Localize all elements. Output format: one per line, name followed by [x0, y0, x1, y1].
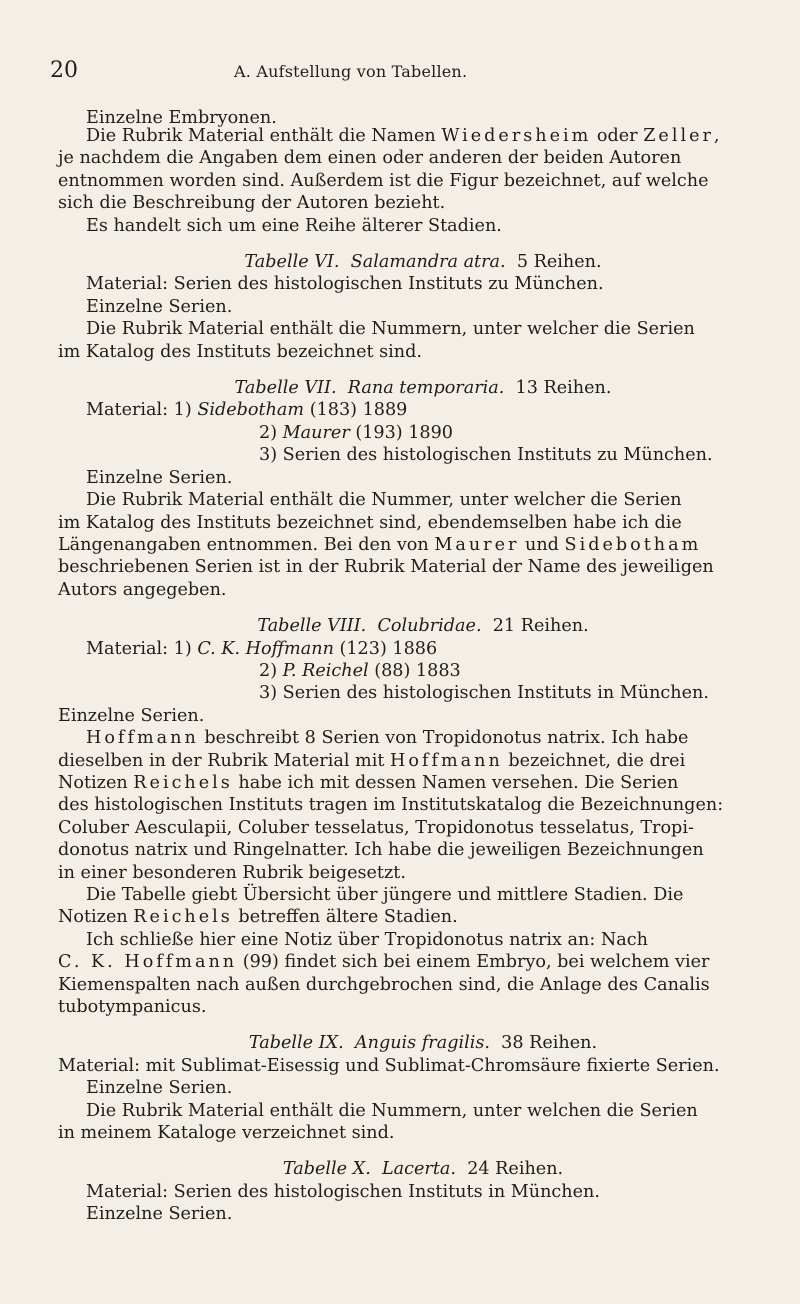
paragraph-line: Coluber Aesculapii, Coluber tesselatus, Tropidonotus tesselatus, Tropi-	[58, 817, 694, 838]
material-line: 3) Serien des histologischen Instituts zu München.	[259, 445, 713, 466]
author-name: C. K. Hoffmann	[58, 952, 238, 973]
table-heading: Tabelle IX. Anguis fragilis. 38 Reihen.	[248, 1033, 598, 1054]
einzelne-line: Einzelne Serien.	[86, 1204, 233, 1225]
paragraph-line: im Katalog des Instituts bezeichnet sind, ebendemselben habe ich die	[58, 512, 682, 533]
intro-line: je nachdem die Angaben dem einen oder anderen der beiden Autoren	[58, 148, 682, 169]
author-name: Zeller	[643, 126, 714, 146]
running-head: A. Aufstellung von Tabellen.	[234, 62, 468, 81]
paragraph-line: donotus natrix und Ringelnatter. Ich habe die jeweiligen Bezeichnungen	[58, 840, 704, 861]
intro-line: Die Rubrik Material enthält die Namen Wiedersheim oder Zeller,	[86, 126, 720, 146]
einzelne-line: Einzelne Serien.	[86, 467, 233, 488]
page-body	[58, 108, 748, 1226]
page-number: 20	[50, 58, 78, 83]
paragraph-line: in einer besonderen Rubrik beigesetzt.	[58, 862, 406, 883]
paragraph-line: Hoffmann beschreibt 8 Serien von Tropidonotus natrix. Ich habe	[86, 728, 689, 749]
intro-line: sich die Beschreibung der Autoren bezieht.	[58, 193, 446, 214]
material-line: 2) Maurer (193) 1890	[259, 422, 454, 443]
paragraph-line: Notizen Reichels habe ich mit dessen Namen versehen. Die Serien	[58, 772, 679, 793]
paragraph-line: Notizen Reichels betreffen ältere Stadien.	[58, 907, 458, 928]
paragraph-line: Die Rubrik Material enthält die Nummern, unter welchen die Serien	[86, 1100, 698, 1121]
author-name: Hoffmann	[390, 750, 503, 771]
author-name: Wiedersheim	[441, 126, 592, 146]
material-line: Material: mit Sublimat-Eisessig und Sublimat-Chromsäure fixierte Serien.	[58, 1055, 720, 1076]
material-line: Material: 1) Sidebotham (183) 1889	[86, 400, 408, 421]
paragraph-line: dieselben in der Rubrik Material mit Hoffmann bezeichnet, die drei	[58, 750, 686, 771]
paragraph-line: in meinem Kataloge verzeichnet sind.	[58, 1123, 395, 1144]
material-line: 3) Serien des histologischen Instituts in München.	[259, 683, 709, 704]
intro-line: Es handelt sich um eine Reihe älterer Stadien.	[86, 215, 502, 236]
material-line: Material: 1) C. K. Hoffmann (123) 1886	[86, 638, 438, 659]
paragraph-line: Die Tabelle giebt Übersicht über jüngere und mittlere Stadien. Die	[86, 885, 684, 905]
table-heading: Tabelle X. Lacerta. 24 Reihen.	[282, 1159, 564, 1180]
paragraph-line: Ich schließe hier eine Notiz über Tropidonotus natrix an: Nach	[86, 929, 648, 950]
paragraph-line: beschriebenen Serien ist in der Rubrik Material der Name des jeweiligen	[58, 557, 714, 578]
paragraph-line: Längenangaben entnommen. Bei den von Maurer und Sidebotham	[58, 534, 702, 555]
material-line: Material: Serien des histologischen Instituts zu München.	[86, 274, 604, 295]
paragraph-line: des histologischen Instituts tragen im Institutskatalog die Bezeichnungen:	[58, 795, 724, 816]
intro-line: entnommen worden sind. Außerdem ist die Figur bezeichnet, auf welche	[58, 170, 709, 191]
paragraph-line: tubotympanicus.	[58, 997, 207, 1018]
material-line: 2) P. Reichel (88) 1883	[259, 660, 461, 681]
einzelne-line: Einzelne Serien.	[86, 1078, 233, 1099]
author-name: Reichels	[133, 907, 233, 928]
paragraph-line: Die Rubrik Material enthält die Nummer, unter welcher die Serien	[86, 490, 682, 511]
table-heading: Tabelle VIII. Colubridae. 21 Reihen.	[257, 616, 589, 637]
author-name: Maurer	[434, 534, 520, 555]
author-name: Hoffmann	[86, 728, 199, 749]
paragraph-line: Die Rubrik Material enthält die Nummern, unter welcher die Serien	[86, 319, 695, 340]
paragraph-line: im Katalog des Instituts bezeichnet sind.	[58, 341, 422, 362]
paragraph-line: C. K. Hoffmann (99) findet sich bei einem Embryo, bei welchem vier	[58, 952, 710, 973]
table-heading: Tabelle VI. Salamandra atra. 5 Reihen.	[244, 252, 602, 273]
einzelne-line: Einzelne Serien.	[86, 296, 233, 317]
material-line: Material: Serien des histologischen Instituts in München.	[86, 1181, 600, 1202]
table-heading: Tabelle VII. Rana temporaria. 13 Reihen.	[234, 378, 612, 399]
author-name: Reichels	[133, 772, 233, 793]
paragraph-line: Kiemenspalten nach außen durchgebrochen sind, die Anlage des Canalis	[58, 974, 710, 995]
einzelne-line: Einzelne Serien.	[58, 705, 205, 726]
paragraph-line: Autors angegeben.	[58, 579, 227, 600]
intro-line: Einzelne Embryonen.	[86, 108, 277, 128]
author-name: Sidebotham	[564, 534, 702, 555]
